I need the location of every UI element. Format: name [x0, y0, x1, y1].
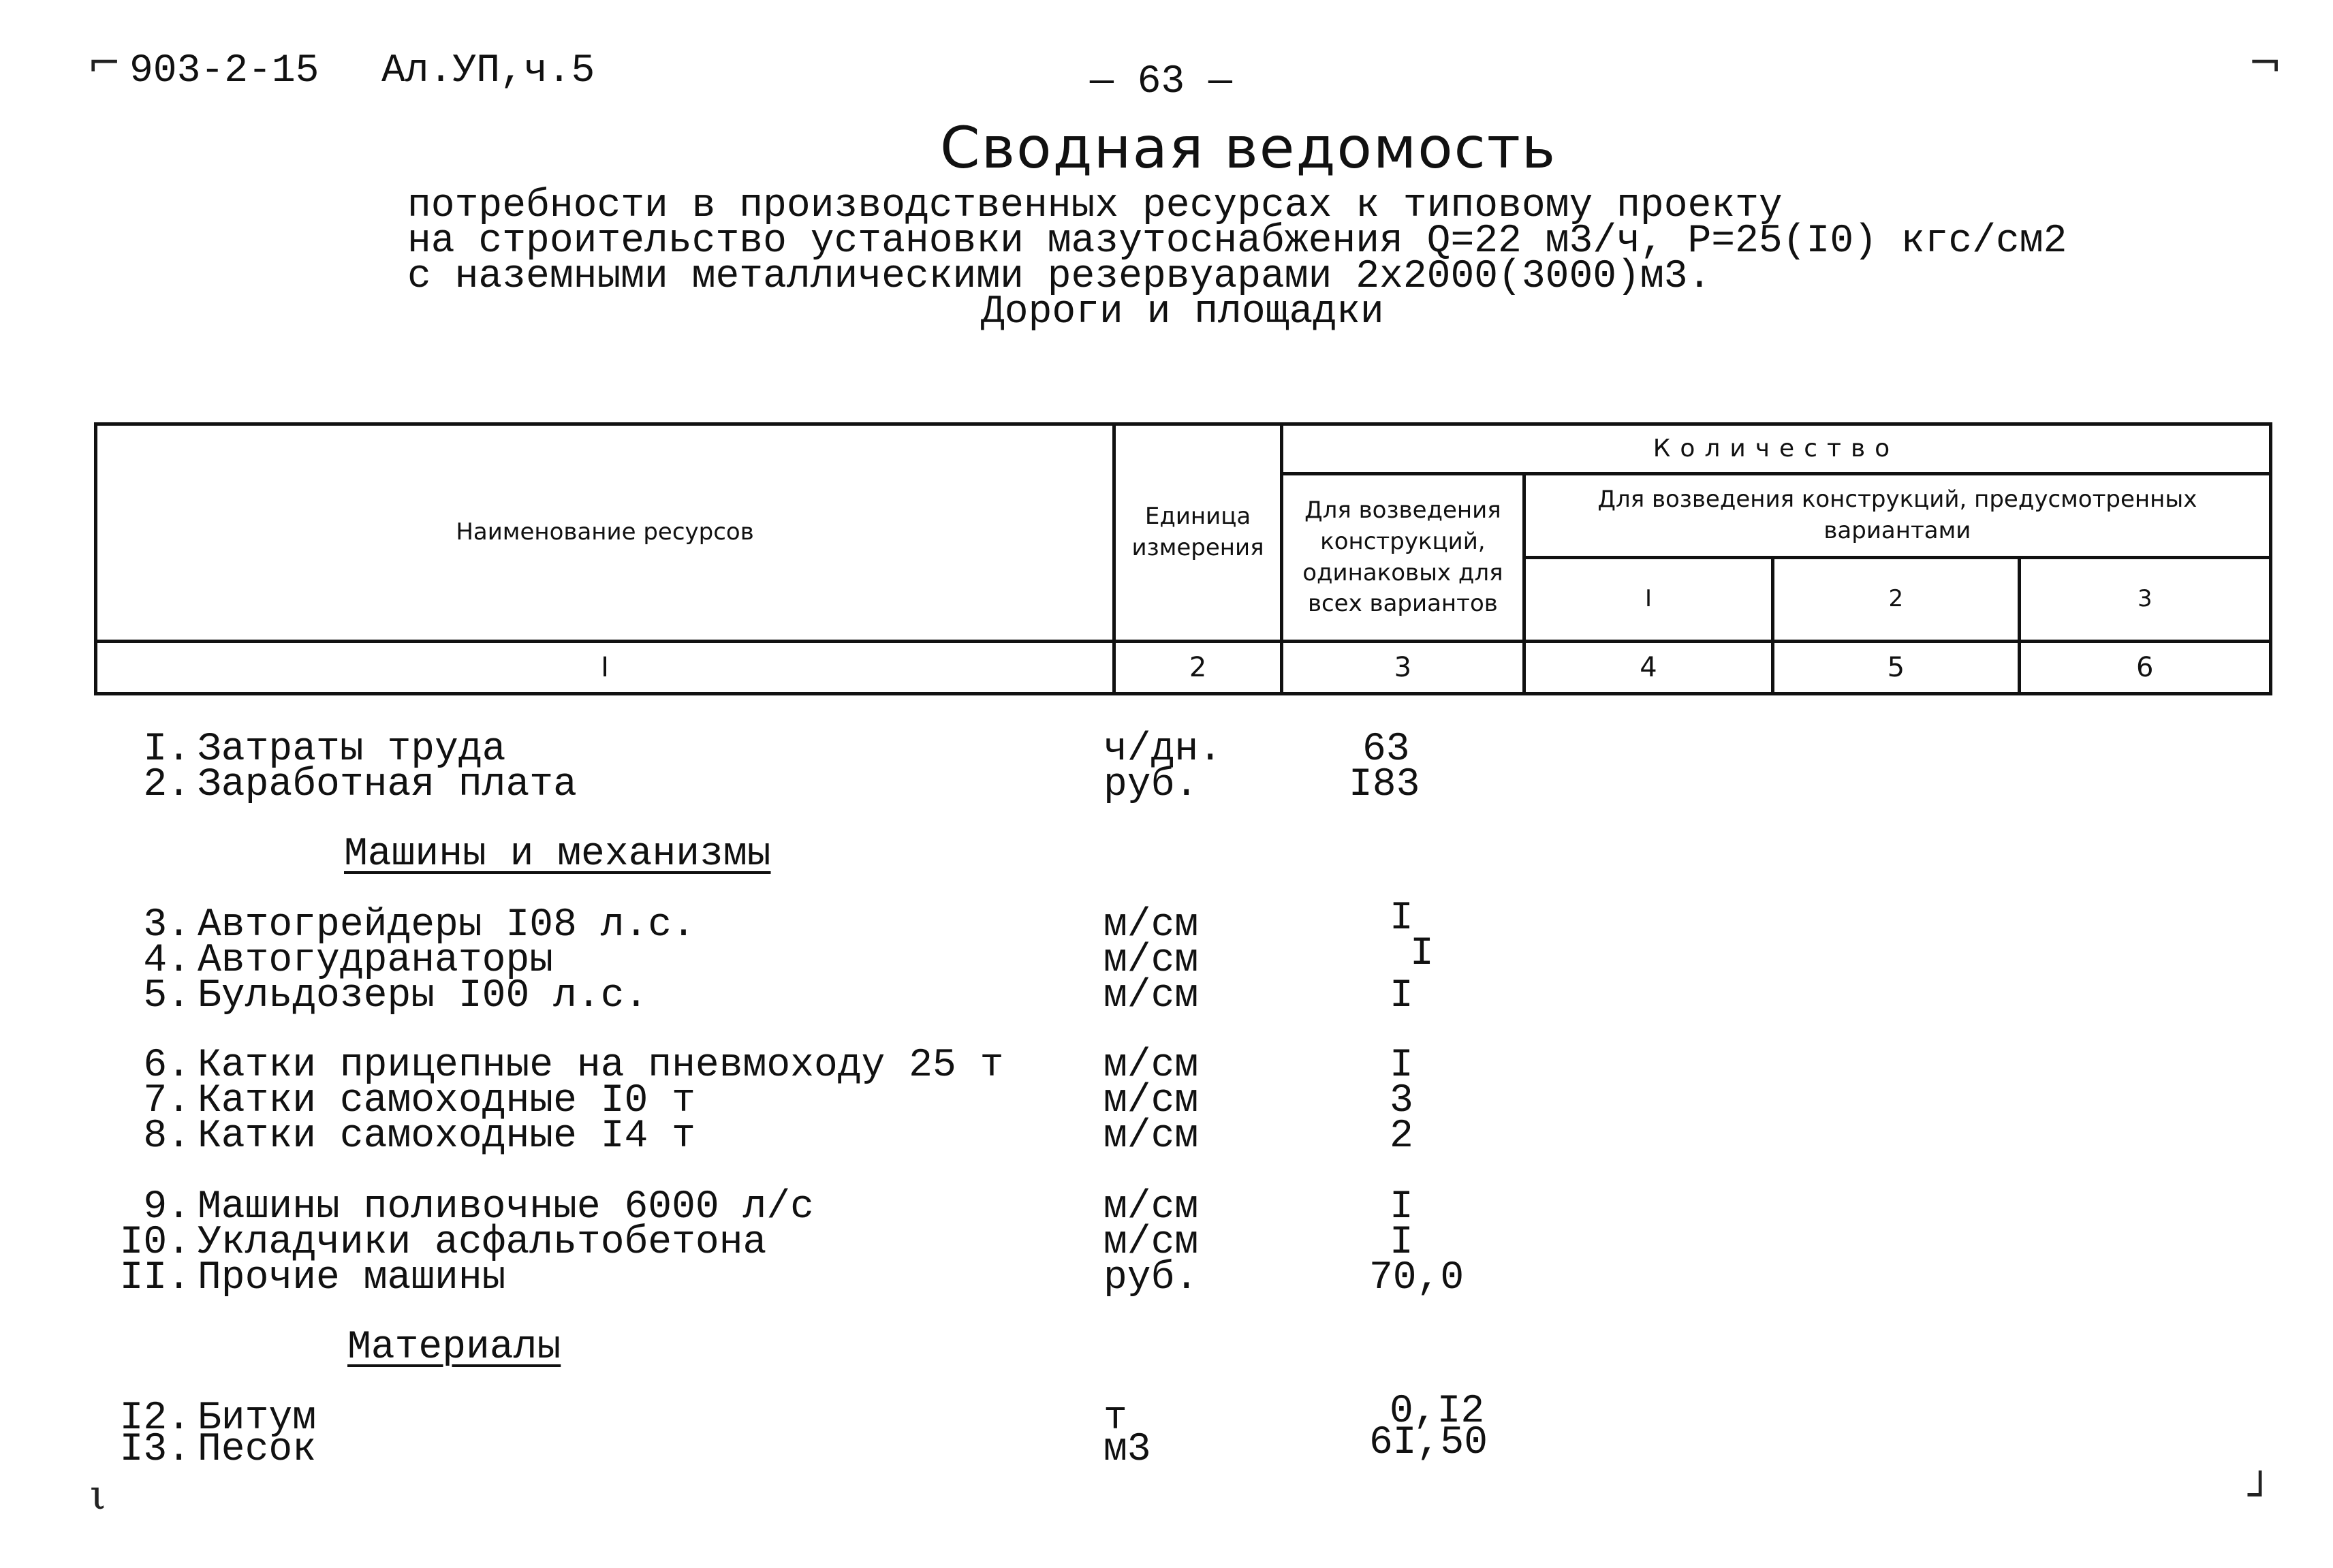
row-unit: м/см — [1103, 1185, 1199, 1229]
page-title: Сводная ведомость — [940, 114, 1557, 181]
row-resource-name: Катки самоходные I0 т — [198, 1079, 695, 1123]
row-value: I83 — [1349, 763, 1420, 807]
row-resource-name: Прочие машины — [198, 1256, 506, 1300]
row-value: I — [1410, 932, 1434, 976]
row-unit: м/см — [1103, 1079, 1199, 1123]
corner-mark-bottom-right: ┘ — [2248, 1471, 2273, 1519]
row-number: 2. — [143, 763, 191, 807]
row-value: 6I,50 — [1369, 1421, 1488, 1465]
row-resource-name: Бульдозеры I00 л.с. — [198, 974, 648, 1018]
corner-mark-top-right: ¬ — [2248, 40, 2283, 87]
row-resource-name: Битум — [198, 1396, 317, 1441]
row-unit: м/см — [1103, 974, 1199, 1018]
header-unit: Единица измерения — [1114, 424, 1282, 642]
row-value: 0,I2 — [1390, 1390, 1485, 1434]
page-number: — 63 — — [1090, 60, 1232, 104]
row-resource-name: Катки прицепные на пневмоходу 25 т — [198, 1044, 1004, 1088]
row-value: I — [1390, 974, 1413, 1018]
row-resource-name: Автогрейдеры I08 л.с. — [198, 903, 695, 947]
row-unit: ч/дн. — [1103, 727, 1223, 772]
corner-mark-bottom-left: ι — [90, 1471, 106, 1519]
row-number: I0. — [119, 1221, 191, 1265]
row-number: 8. — [143, 1114, 191, 1159]
header-variant-3: 3 — [2019, 558, 2270, 642]
column-number-2: 2 — [1114, 642, 1282, 694]
row-number: I. — [143, 727, 191, 772]
row-resource-name: Затраты труда — [198, 727, 506, 772]
row-number: 7. — [143, 1079, 191, 1123]
row-number: 4. — [143, 939, 191, 983]
section-heading-machines: Машины и механизмы — [344, 832, 771, 877]
row-value: 3 — [1390, 1079, 1413, 1123]
row-unit: м/см — [1103, 1221, 1199, 1265]
header-variant-1: I — [1524, 558, 1772, 642]
column-number-4: 4 — [1524, 642, 1772, 694]
section-heading-materials: Материалы — [347, 1326, 561, 1370]
row-value: 63 — [1362, 727, 1410, 772]
row-number: 3. — [143, 903, 191, 947]
header-resource-name: Наименование ресурсов — [96, 424, 1114, 642]
row-unit: руб. — [1103, 1256, 1199, 1300]
row-resource-name: Машины поливочные 6000 л/с — [198, 1185, 814, 1229]
row-value: 70,0 — [1369, 1256, 1465, 1300]
row-resource-name: Песок — [198, 1428, 317, 1472]
header-variant-constructions: Для возведения конструкций, предусмотренных вариантами — [1524, 474, 2270, 558]
row-unit: руб. — [1103, 763, 1199, 807]
header-common-constructions: Для возведения конструкций, одинаковых для всех вариантов — [1282, 474, 1524, 642]
album-reference: Ал.УП,ч.5 — [381, 49, 595, 93]
header-variant-2: 2 — [1773, 558, 2019, 642]
subtitle-line-3: с наземными металлическими резервуарами 2x2000(3000)м3. — [407, 255, 1712, 299]
header-quantity: Количество — [1282, 424, 2271, 474]
row-number: 6. — [143, 1044, 191, 1088]
row-value: 2 — [1390, 1114, 1413, 1159]
row-resource-name: Автогудранаторы — [198, 939, 554, 983]
row-unit: м3 — [1103, 1428, 1151, 1472]
document-code: 903-2-15 — [129, 49, 319, 93]
column-number-3: 3 — [1282, 642, 1524, 694]
column-number-5: 5 — [1773, 642, 2019, 694]
row-value: I — [1390, 1044, 1413, 1088]
row-value: I — [1390, 896, 1413, 941]
row-resource-name: Катки самоходные I4 т — [198, 1114, 695, 1159]
subtitle-line-1: потребности в производственных ресурсах к типовому проекту — [407, 184, 1783, 228]
row-unit: м/см — [1103, 1044, 1199, 1088]
corner-mark-top-left: ⌐ — [87, 40, 122, 87]
row-unit: м/см — [1103, 939, 1199, 983]
subtitle-line-2: на строительство установки мазутоснабжения Q=22 м3/ч, Р=25(I0) кгс/см2 — [407, 219, 2067, 264]
row-number: II. — [119, 1256, 191, 1300]
row-number: I3. — [119, 1428, 191, 1472]
row-unit: м/см — [1103, 903, 1199, 947]
subtitle-line-4: Дороги и площадки — [981, 290, 1384, 334]
row-resource-name: Заработная плата — [198, 763, 577, 807]
row-number: I2. — [119, 1396, 191, 1441]
row-unit: м/см — [1103, 1114, 1199, 1159]
column-number-1: I — [96, 642, 1114, 694]
row-number: 9. — [143, 1185, 191, 1229]
row-value: I — [1390, 1185, 1413, 1229]
row-resource-name: Укладчики асфальтобетона — [198, 1221, 767, 1265]
row-number: 5. — [143, 974, 191, 1018]
column-number-6: 6 — [2019, 642, 2270, 694]
row-unit: т — [1103, 1396, 1127, 1441]
row-value: I — [1390, 1221, 1413, 1265]
resources-header-table — [94, 422, 2272, 695]
